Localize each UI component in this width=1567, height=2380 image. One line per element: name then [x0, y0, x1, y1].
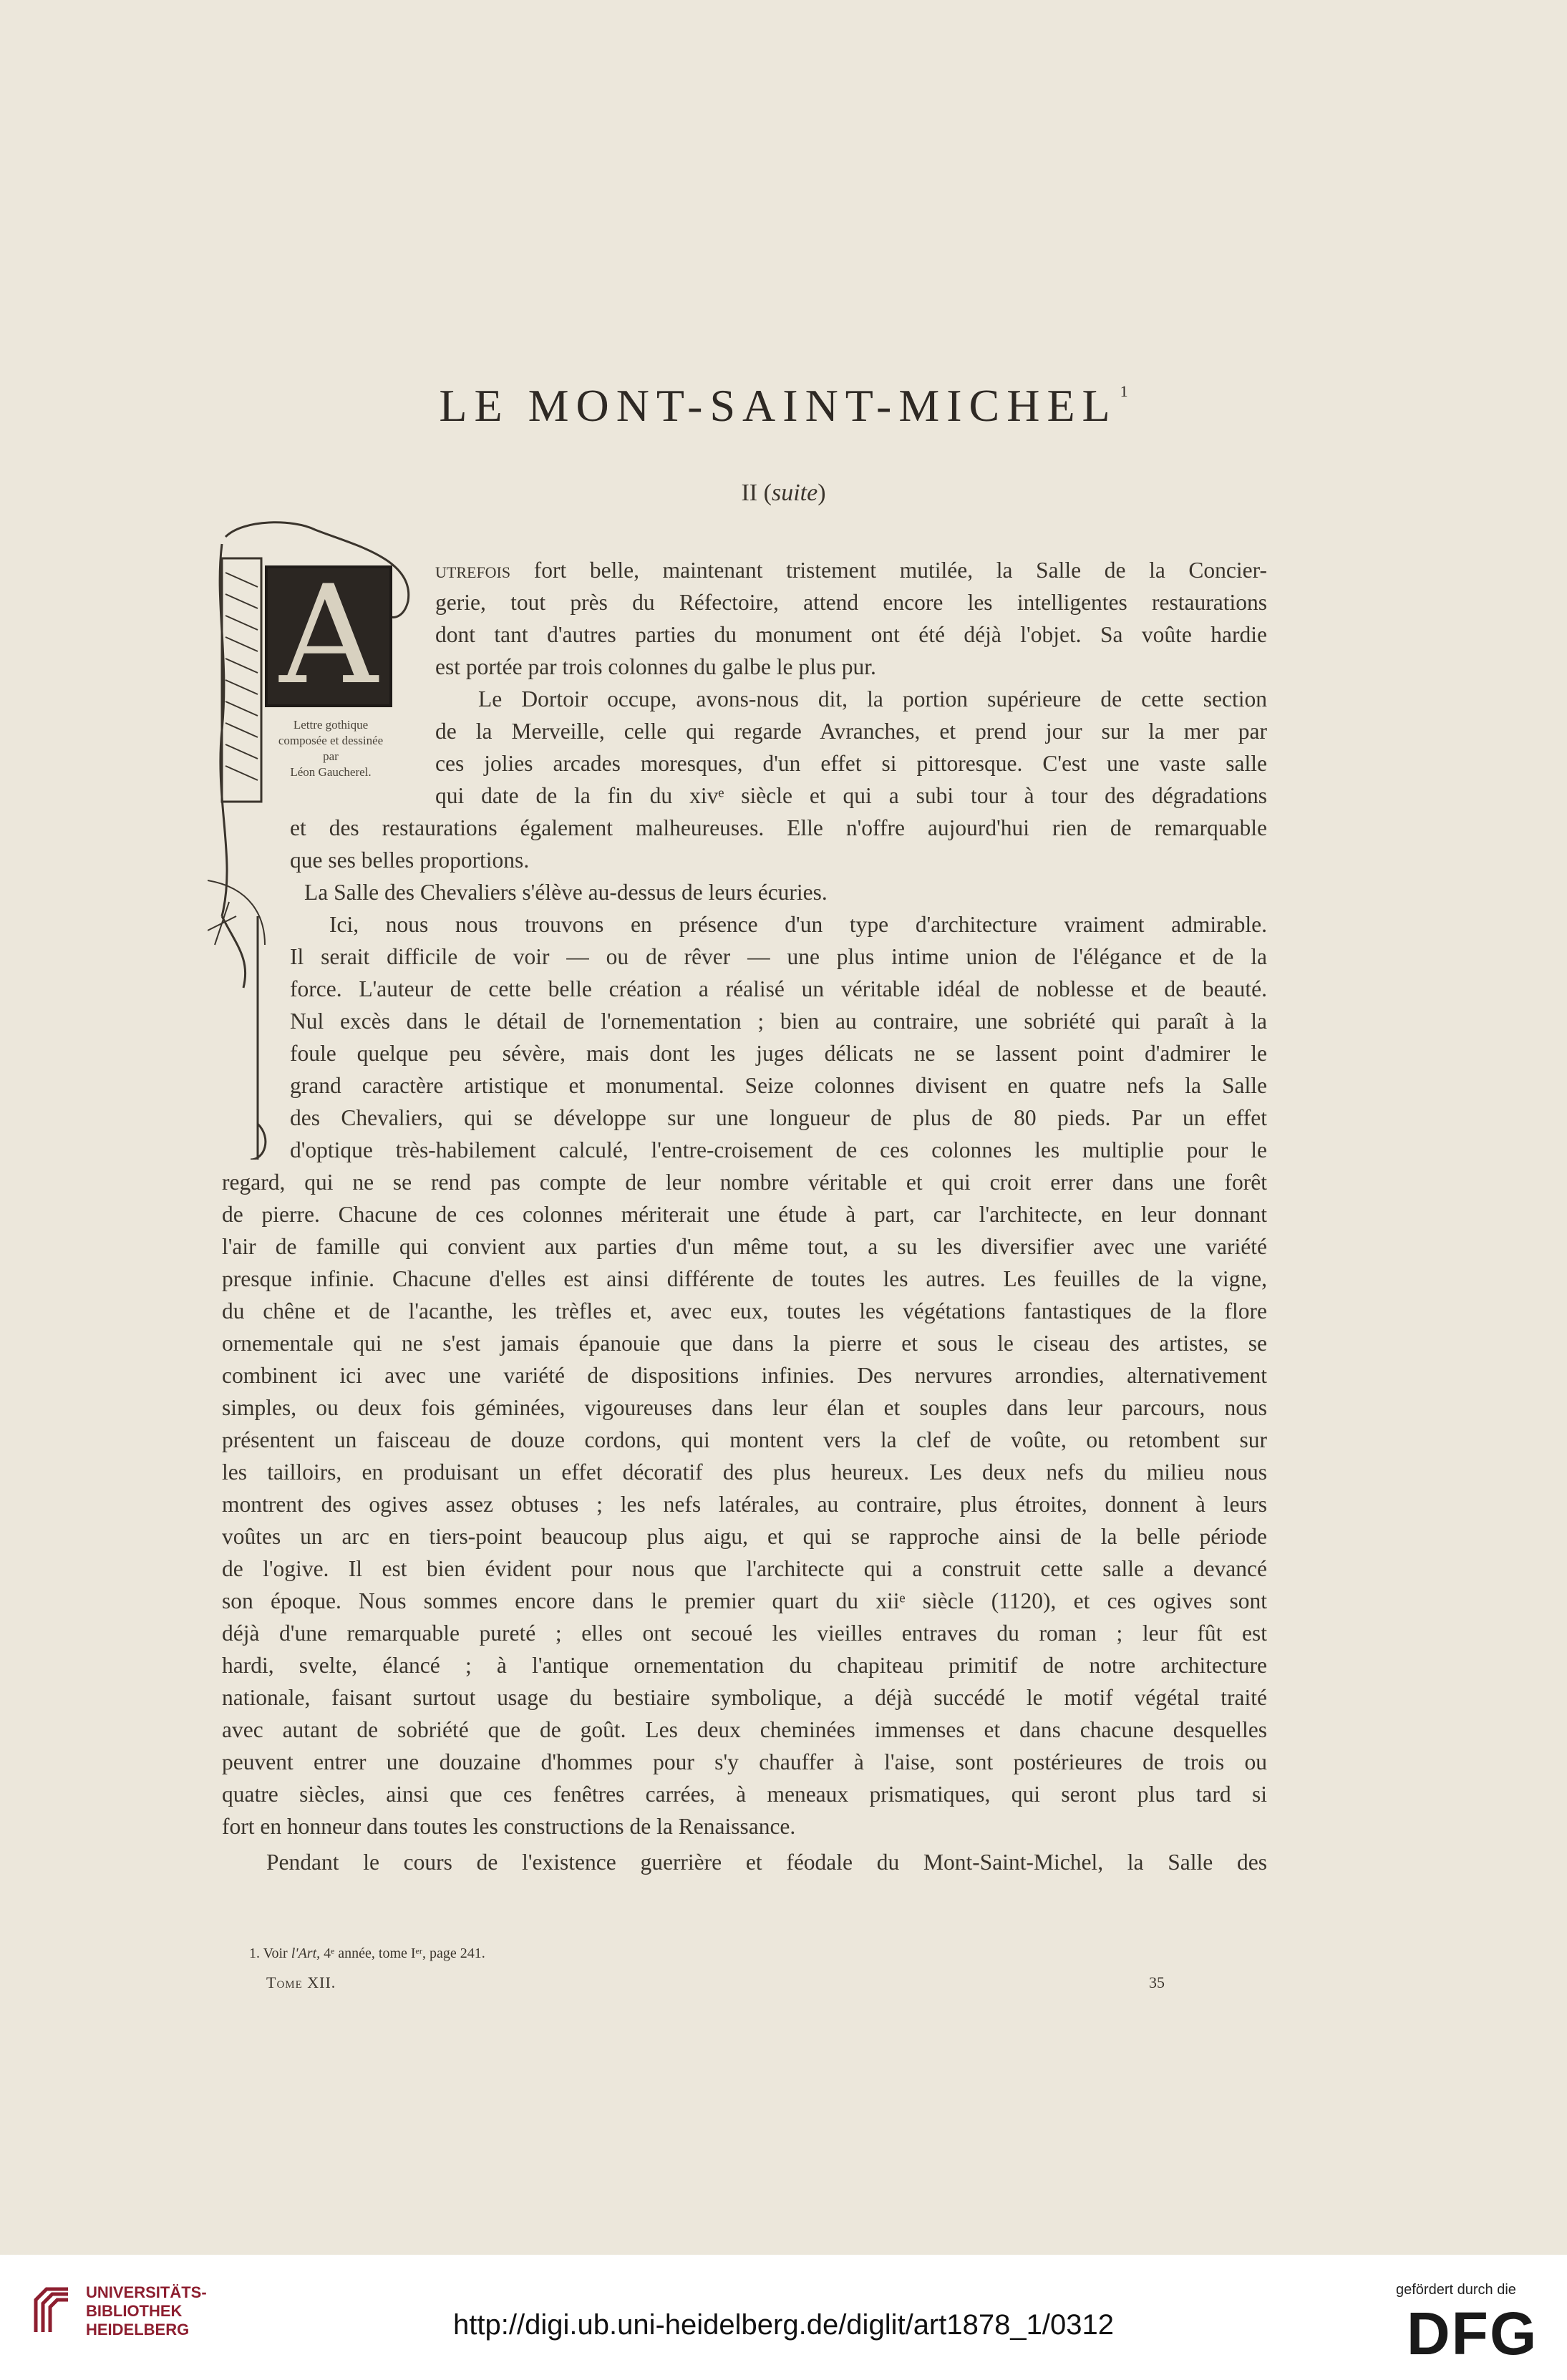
text-line: ornementale qui ne s'est jamais épanouie que dans la pierre et sous le ciseau des artistes, se	[222, 1331, 1267, 1356]
section-subtitle: II (suite)	[741, 480, 826, 506]
dfg-logo[interactable]: DFG	[1407, 2300, 1538, 2367]
text-line: déjà d'une remarquable pureté ; elles ont secoué les vieilles entraves du roman ; leur fût est	[222, 1621, 1267, 1646]
text-line: gerie, tout près du Réfectoire, attend encore les intelligentes restaurations	[435, 590, 1267, 615]
title-footnote-marker: 1	[1120, 382, 1128, 400]
text-line: Pendant le cours de l'existence guerrière et féodale du Mont-Saint-Michel, la Salle des	[266, 1850, 1267, 1875]
text-line: simples, ou deux fois géminées, vigoureuses dans leur élan et souples dans leur parcours, nous	[222, 1395, 1267, 1420]
text-line: grand caractère artistique et monumental. Seize colonnes divisent en quatre nefs la Salle	[290, 1073, 1267, 1098]
text-line: Ici, nous nous trouvons en présence d'un type d'architecture vraiment admirable.	[329, 912, 1267, 937]
text-line: avec autant de sobriété que de goût. Les deux cheminées immenses et dans chacune desquelles	[222, 1717, 1267, 1742]
text-line: de pierre. Chacune de ces colonnes mériterait une étude à part, car l'architecte, en leur donnant	[222, 1202, 1267, 1227]
text-line: regard, qui ne se rend pas compte de leur nombre véritable et qui croit errer dans une forêt	[222, 1170, 1267, 1195]
text-line: Nul excès dans le détail de l'ornementation ; bien au contraire, une sobriété qui paraît à la	[290, 1009, 1267, 1034]
text-line: montrent des ogives assez obtuses ; les nefs latérales, au contraire, plus étroites, donnent à leurs	[222, 1492, 1267, 1517]
funding-label: gefördert durch die	[1396, 2282, 1516, 2298]
text-line: du chêne et de l'acanthe, les trèfles et, avec eux, toutes les végétations fantastiques de la flore	[222, 1298, 1267, 1323]
document-url-link[interactable]: http://digi.ub.uni-heidelberg.de/diglit/art1878_1/0312	[453, 2309, 1114, 2341]
text-line: hardi, svelte, élancé ; à l'antique ornementation du chapiteau primitif de notre architecture	[222, 1653, 1267, 1678]
text-line: utrefois fort belle, maintenant tristement mutilée, la Salle de la Concier-	[435, 558, 1267, 583]
text-line: qui date de la fin du xivᵉ siècle et qui a subi tour à tour des dégradations	[435, 783, 1267, 808]
text-line: La Salle des Chevaliers s'élève au-dessus de leurs écuries.	[304, 880, 828, 905]
text-line: foule quelque peu sévère, mais dont les juges délicats ne se lassent point d'admirer le	[290, 1041, 1267, 1066]
library-logo-text[interactable]: UNIVERSITÄTS- BIBLIOTHEK HEIDELBERG	[86, 2283, 207, 2338]
article-title: LE MONT-SAINT-MICHEL $^1$	[439, 380, 1128, 431]
footnote: 1. Voir l'Art, 4ᵉ année, tome Iᵉʳ, page 241.	[249, 1946, 485, 1961]
text-line: des Chevaliers, qui se développe sur une longueur de plus de 80 pieds. Par un effet	[290, 1105, 1267, 1130]
initial-caption: Lettre gothique composée et dessinée par Léon Gaucherel.	[278, 718, 384, 779]
text-line: de l'ogive. Il est bien évident pour nous que l'architecte qui a construit cette salle a devancé	[222, 1556, 1267, 1581]
text-line: Le Dortoir occupe, avons-nous dit, la portion supérieure de cette section	[478, 686, 1267, 711]
text-line: d'optique très-habilement calculé, l'entre-croisement de ces colonnes les multiplie pour le	[290, 1137, 1267, 1162]
text-line: dont tant d'autres parties du monument ont été déjà l'objet. Sa voûte hardie	[435, 622, 1267, 647]
text-line: nationale, faisant surtout usage du bestiaire symbolique, a déjà succédé le motif végétal traité	[222, 1685, 1267, 1710]
text-line: son époque. Nous sommes encore dans le premier quart du xiiᵉ siècle (1120), et ces ogives sont	[222, 1588, 1267, 1613]
subtitle-suite: suite	[771, 480, 818, 506]
volume-label: Tome XII.	[266, 1973, 336, 1991]
text-line: de la Merveille, celle qui regarde Avranches, et prend jour sur la mer par	[435, 719, 1267, 744]
text-line: voûtes un arc en tiers-point beaucoup plus aigu, et qui se rapproche ainsi de la belle période	[222, 1524, 1267, 1549]
page-number: 35	[1149, 1973, 1165, 1991]
text-line: présentent un faisceau de douze cordons, qui montent vers la clef de voûte, ou retombent sur	[222, 1427, 1267, 1452]
text-line: quatre siècles, ainsi que ces fenêtres carrées, à meneaux prismatiques, qui seront plus tard si	[222, 1782, 1267, 1807]
text-line: est portée par trois colonnes du galbe le plus pur.	[435, 654, 876, 679]
drop-cap-initial: A	[265, 565, 392, 707]
text-line: fort en honneur dans toutes les constructions de la Renaissance.	[222, 1814, 796, 1839]
text-line: peuvent entrer une douzaine d'hommes pour s'y chauffer à l'aise, sont postérieures de trois ou	[222, 1749, 1267, 1774]
text-line: l'air de famille qui convient aux parties d'un même tout, a su les diversifier avec une variété	[222, 1234, 1267, 1259]
text-line: et des restaurations également malheureuses. Elle n'offre aujourd'hui rien de remarquable	[290, 815, 1267, 840]
text-line: que ses belles proportions.	[290, 847, 530, 873]
text-line: force. L'auteur de cette belle création a réalisé un véritable idéal de noblesse et de beauté.	[290, 976, 1267, 1001]
text-line: combinent ici avec une variété de dispositions infinies. Des nervures arrondies, alternativement	[222, 1363, 1267, 1388]
text-line: ces jolies arcades moresques, d'un effet si pittoresque. C'est une vaste salle	[435, 751, 1267, 776]
text-line: Il serait difficile de voir — ou de rêver — une plus intime union de l'élégance et de la	[290, 944, 1267, 969]
text-line: les tailloirs, en produisant un effet décoratif des plus heureux. Les deux nefs du milieu nous	[222, 1459, 1267, 1485]
text-line: presque infinie. Chacune d'elles est ainsi différente de toutes les autres. Les feuilles de la vigne,	[222, 1266, 1267, 1291]
